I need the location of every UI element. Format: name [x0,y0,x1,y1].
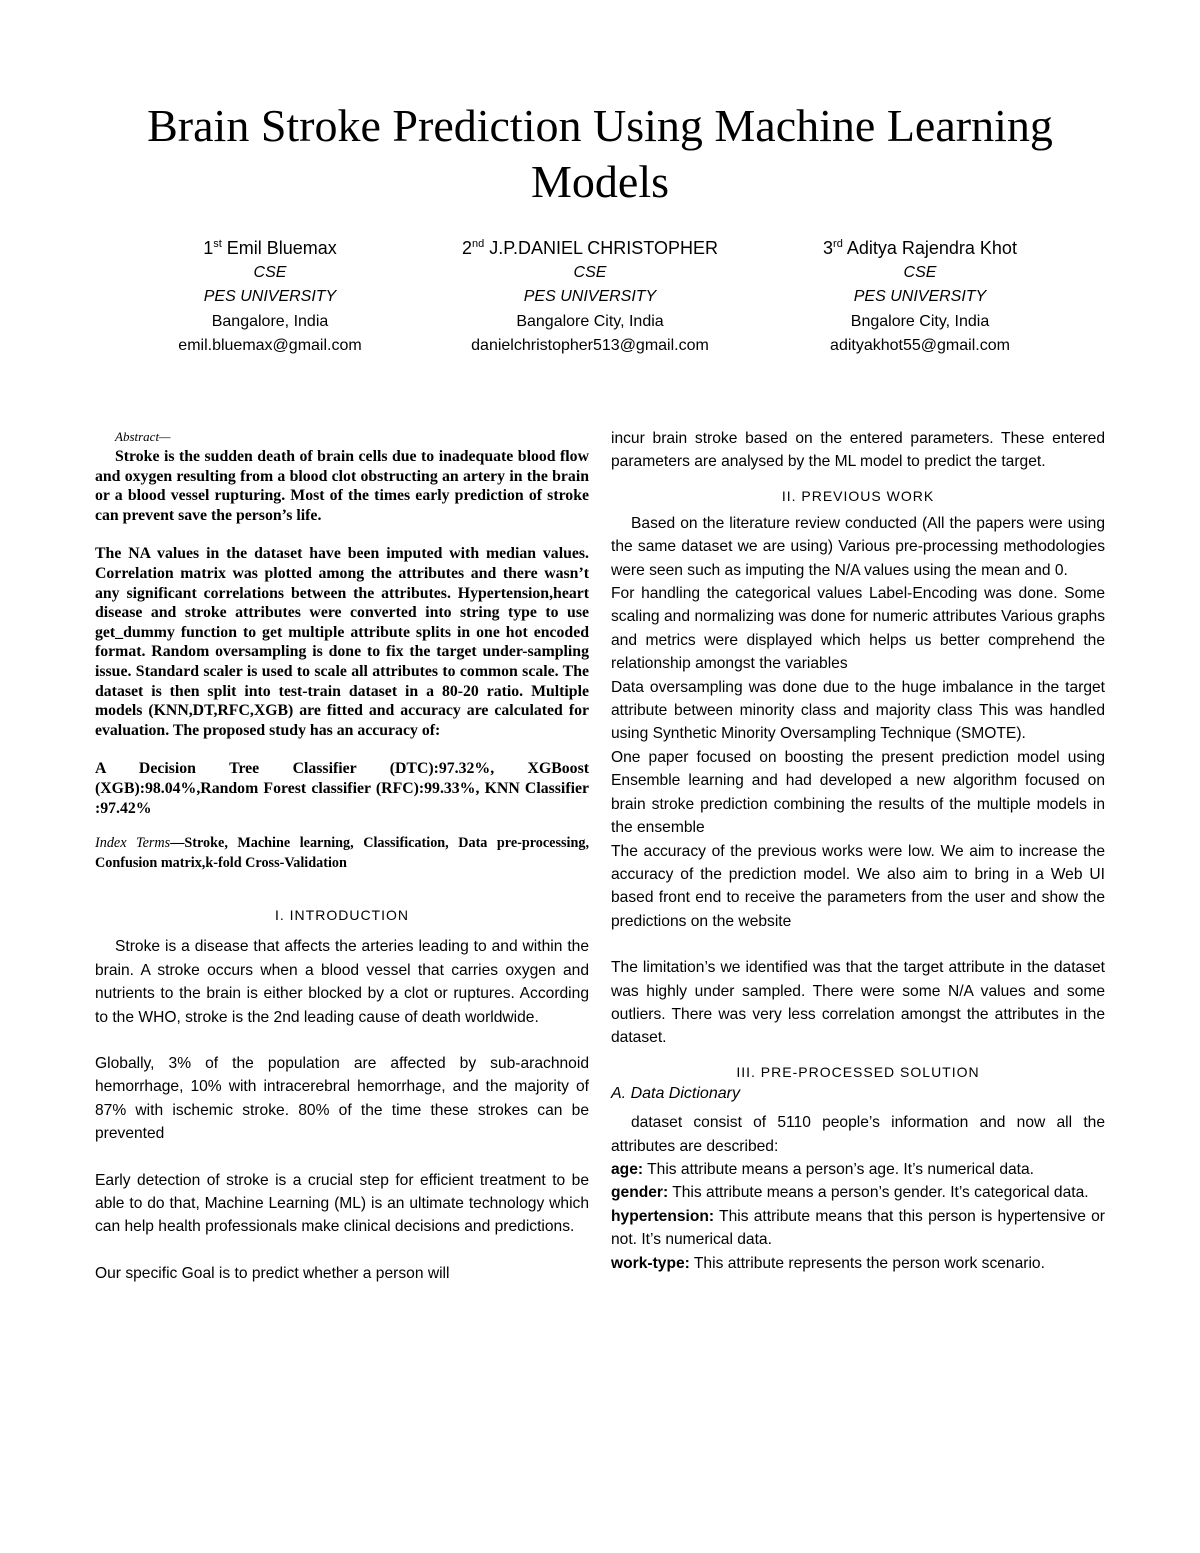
author-dept: CSE [253,263,287,281]
abstract-label: Abstract— [115,429,171,444]
attribute-entry [611,1158,1105,1181]
section-heading-previous-work: II. PREVIOUS WORK [781,487,935,504]
author-email: emil.bluemax@gmail.com [178,337,362,354]
author-email: adityakhot55@gmail.com [830,337,1010,354]
intro-continuation: incur brain stroke based on the entered parameters. These entered parameters are analysed by the ML model to predict the target. [611,430,1105,471]
author-name: J.P.DANIEL CHRISTOPHER [489,238,718,258]
attribute-term: work-type: [611,1254,690,1272]
data-dictionary-intro: dataset consist of 5110 people’s information and now all the attributes are described: [611,1114,1105,1155]
author-city: Bngalore City, India [850,312,990,330]
author-city: Bangalore City, India [516,312,664,330]
author-3: 3rd Aditya Rajendra Khot CSE PES UNIVERSITY Bngalore City, India adityakhot55@gmail.com [760,236,1080,359]
author-dept: CSE [903,263,937,281]
attribute-term: hypertension: [611,1207,715,1225]
author-2: 2nd J.P.DANIEL CHRISTOPHER CSE PES UNIVERSITY Bangalore City, India danielchristopher513@gmail.com [430,236,750,359]
abstract-paragraph: Stroke is the sudden death of brain cells due to inadequate blood flow and oxygen resulting from a blood clot obstructing an artery in the brain or a blood vessel rupturing. Most of the times early prediction of stroke can prevent save the person’s life. [95,448,589,524]
intro-paragraph: Stroke is a disease that affects the arteries leading to and within the brain. A stroke occurs when a blood vessel that carries oxygen and nutrients to the brain is either blocked by a clot or ruptures. According to the WHO, stroke is the 2nd leading cause of death worldwide. [95,938,589,1026]
subsection-heading-data-dictionary: A. Data Dictionary [611,1084,740,1102]
author-dept: CSE [573,263,607,281]
author-name: Aditya Rajendra Khot [846,238,1017,258]
attribute-desc: This attribute means a person’s gender. It’s categorical data. [668,1184,1089,1202]
author-org: PES UNIVERSITY [523,288,657,305]
index-terms [95,834,589,873]
author-block [0,236,1200,376]
previous-paragraph: Data oversampling was done due to the huge imbalance in the target attribute between minority class and majority class This was handled using Synthetic Minority Oversampling Technique (SMOTE). [611,678,1105,743]
previous-paragraph: The accuracy of the previous works were low. We aim to increase the accuracy of the prediction model. We also aim to bring in a Web UI based front end to receive the parameters from the user and show the predictions on the website [611,842,1105,930]
previous-paragraph: For handling the categorical values Label-Encoding was done. Some scaling and normalizing was done for numeric attributes Various graphs and metrics were displayed which helps us better comprehend the relationship amongst the variables [611,585,1105,673]
previous-paragraph: Based on the literature review conducted (All the papers were using the same dataset we are using) Various pre-processing methodologies were seen such as imputing the N/A values using the mean and 0. [611,514,1105,579]
section-heading-introduction: I. INTRODUCTION [275,907,409,924]
author-email: danielchristopher513@gmail.com [471,337,709,354]
attribute-entry [611,1205,1105,1252]
author-org: PES UNIVERSITY [853,288,987,305]
previous-paragraph: One paper focused on boosting the present prediction model using Ensemble learning and had developed a new algorithm focused on brain stroke prediction combining the results of the multiple models in the ensemble [611,748,1105,837]
section-heading-preprocessed-solution: III. PRE-PROCESSED SOLUTION [736,1063,980,1080]
abstract-paragraph: The NA values in the dataset have been imputed with median values. Correlation matrix was plotted among the attributes and there wasn’t any significant correlations between the attributes. Hypertension,heart disease and stroke attributes were converted into string type to use get_dummy function to get multiple attribute splits in one hot encoded format. Random oversampling is done to fix the target under-sampling issue. Standard scaler is used to scale all attributes to common scale. The dataset is then split into test-train dataset in a 80-20 ratio. Multiple models (KNN,DT,RFC,XGB) are fitted and accuracy are calculated for evaluation. The proposed study has an accuracy of: [95,545,589,739]
paper-title: Brain Stroke Prediction Using Machine Learning Models [147,100,1053,207]
author-org: PES UNIVERSITY [203,288,337,305]
intro-paragraph: Our specific Goal is to predict whether a person will [95,1264,450,1282]
intro-paragraph: Globally, 3% of the population are affected by sub-arachnoid hemorrhage, 10% with intracerebral hemorrhage, and the majority of 87% with ischemic stroke. 80% of the time these strokes can be prevented [95,1054,589,1143]
attribute-desc: This attribute means that this person is hypertensive or not. It’s numerical data. [611,1207,1105,1249]
attribute-term: age: [611,1160,644,1178]
author-city: Bangalore, India [211,312,329,330]
attribute-entry [611,1252,1105,1275]
abstract-accuracy: A Decision Tree Classifier (DTC):97.32%, XGBoost (XGB):98.04%,Random Forest classifier (RFC):99.33%, KNN Classifier :97.42% [95,760,589,817]
right-column [611,427,1105,1275]
intro-paragraph: Early detection of stroke is a crucial step for efficient treatment to be able to do that, Machine Learning (ML) is an ultimate technology which can help health professionals make clinical decisions and predictions. [95,1171,589,1236]
attribute-desc: This attribute means a person’s age. It’s numerical data. [643,1160,1035,1178]
author-name: Emil Bluemax [226,238,337,258]
index-terms-label: Index Terms [95,835,171,852]
attribute-desc: This attribute represents the person work scenario. [689,1254,1045,1272]
attribute-term: gender: [611,1184,669,1202]
attribute-entry [611,1181,1105,1204]
index-terms-text: —Stroke, Machine learning, Classification, Data pre-processing, Confusion matrix,k-fold Cross-Validation [95,835,589,871]
author-1: 1st Emil Bluemax CSE PES UNIVERSITY Bangalore, India emil.bluemax@gmail.com [110,236,430,359]
left-column [95,427,589,1285]
previous-paragraph: The limitation’s we identified was that the target attribute in the dataset was highly under sampled. There were some N/A values and some outliers. There was very less correlation amongst the attributes in the dataset. [611,959,1105,1047]
